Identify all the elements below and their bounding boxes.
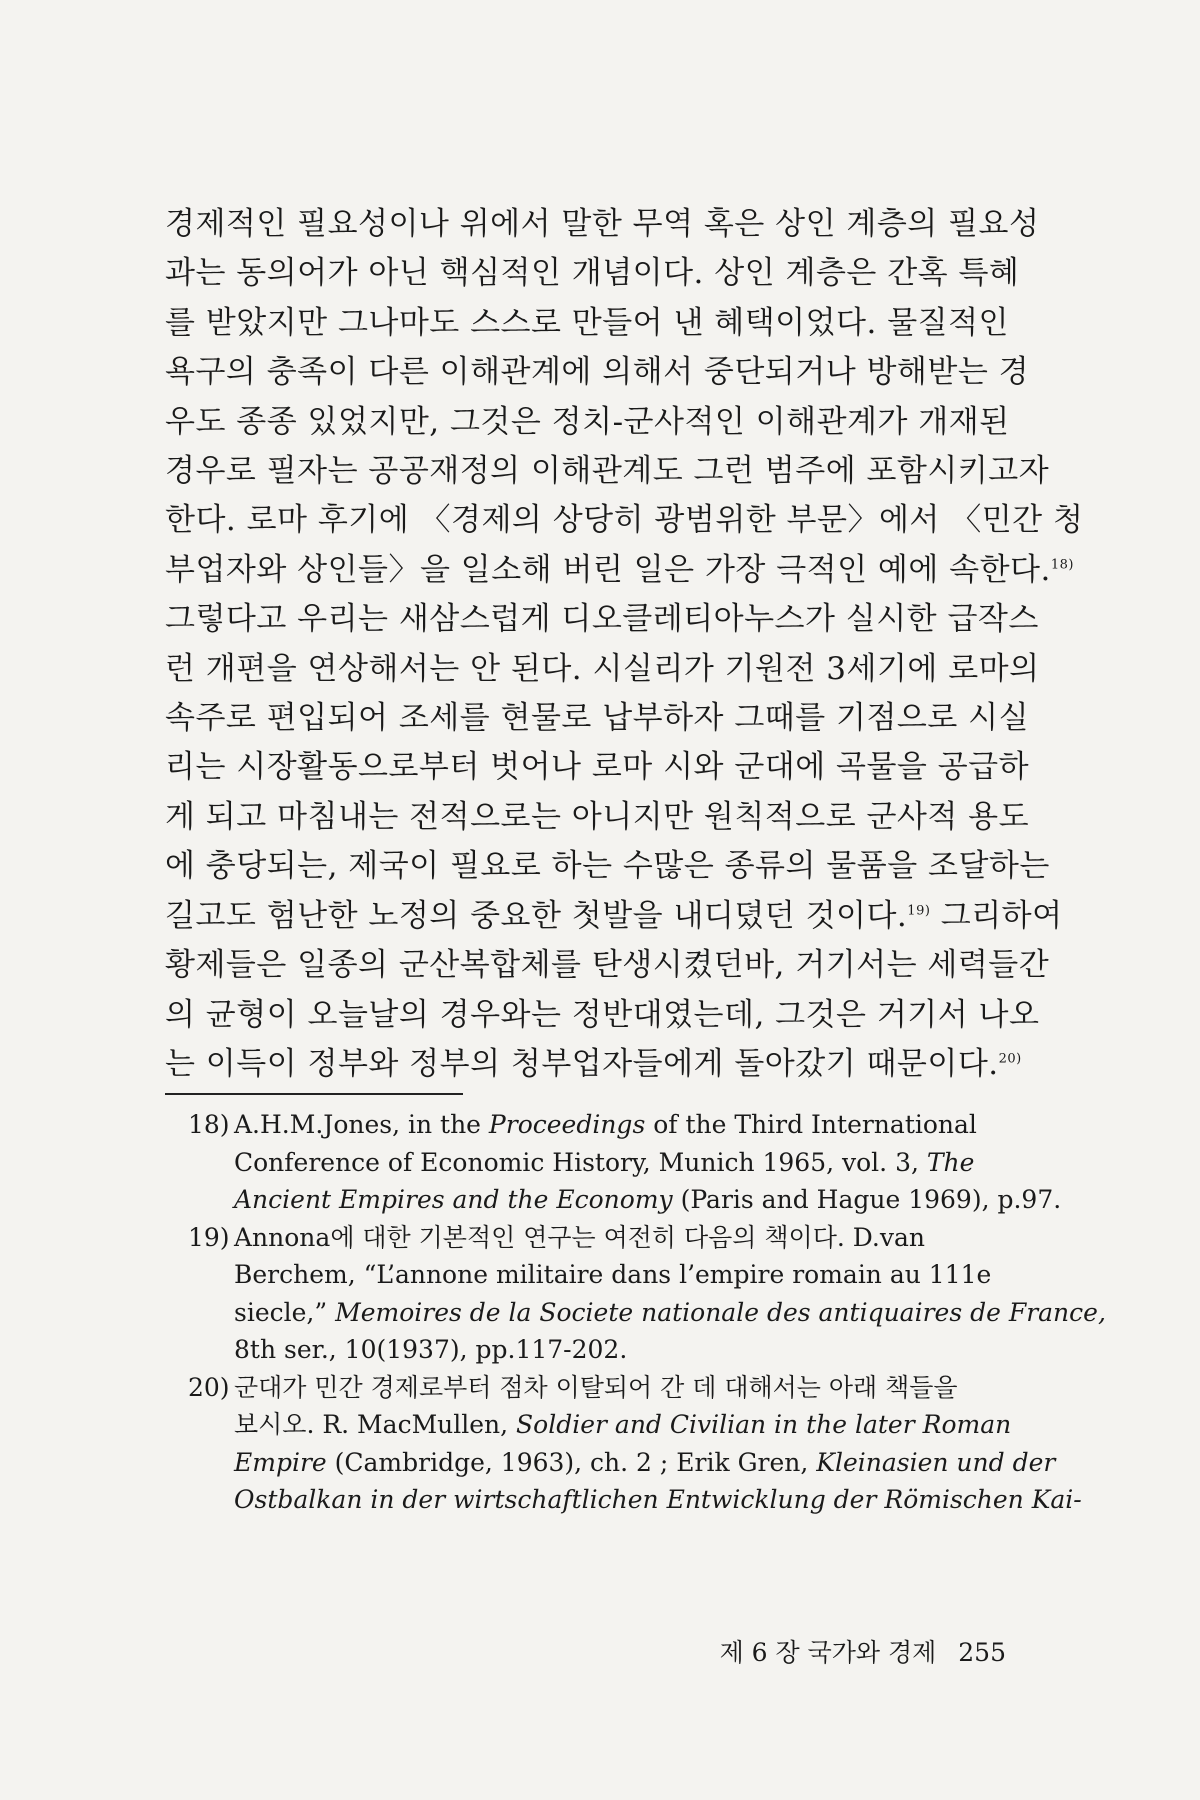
body-line-text: 길고도 험난한 노정의 중요한 첫발을 내디뎠던 것이다. (165, 897, 908, 934)
footnote-line (234, 1481, 1082, 1519)
footnote-text: of the Third International (645, 1110, 977, 1139)
footnote-19 (188, 1219, 1106, 1369)
body-line (165, 1040, 1022, 1089)
body-text (165, 200, 1084, 1089)
body-line-text: 는 이득이 정부와 정부의 청부업자들에게 돌아갔기 때문이다. (165, 1045, 999, 1082)
footnote-line (234, 1444, 1056, 1482)
body-line: 경제적인 필요성이나 위에서 말한 무역 혹은 상인 계층의 필요성 (165, 206, 1040, 242)
body-line: 우도 종종 있었지만, 그것은 정치-군사적인 이해관계가 개재된 (165, 403, 1010, 440)
footnote-20 (188, 1369, 1082, 1519)
body-line-text: 부업자와 상인들〉을 일소해 버린 일은 가장 극적인 예에 속한다. (165, 551, 1051, 588)
body-line: 경우로 필자는 공공재정의 이해관계도 그런 범주에 포함시키고자 (165, 453, 1050, 490)
body-line-text: 그리하여 (930, 897, 1063, 934)
footnote-ref-18[interactable]: 18) (1050, 557, 1074, 573)
body-line: 한다. 로마 후기에 〈경제의 상당히 광범위한 부문〉에서 〈민간 청 (165, 502, 1084, 539)
footnote-number: 19) (188, 1222, 230, 1252)
footnote-text: 보시오. R. MacMullen, (234, 1410, 517, 1439)
body-line: 게 되고 마침내는 전적으로는 아니지만 원칙적으로 군사적 용도 (165, 798, 1030, 835)
footnotes (188, 1106, 1106, 1519)
footnote-title: Soldier and Civilian in the later Roman (516, 1410, 1012, 1439)
chapter-title: 제 6 장 국가와 경제 (719, 1638, 937, 1667)
body-line (165, 892, 1063, 941)
footnote-line (234, 1144, 1010, 1182)
footnote-title: Memoires de la Societe nationale des antiquaires de France, (335, 1297, 1106, 1327)
footnote-line: Annona에 대한 기본적인 연구는 여전히 다음의 책이다. D.van (234, 1222, 925, 1252)
footnote-line (234, 1181, 1062, 1219)
footnote-ref-19[interactable]: 19) (907, 903, 931, 919)
footnote-line (234, 1406, 1010, 1444)
body-line: 그렇다고 우리는 새삼스럽게 디오클레티아누스가 실시한 급작스 (165, 601, 1039, 638)
footnote-number: 20) (188, 1372, 230, 1402)
footnote-text: (Cambridge, 1963), ch. 2 ; Erik Gren, (326, 1447, 817, 1477)
footnote-title: Ancient Empires and the Economy (234, 1185, 673, 1214)
footnote-title: The (926, 1147, 975, 1177)
footnote-line: Berchem, “L’annone militaire dans l’empire romain au 111e (234, 1260, 992, 1289)
body-line: 속주로 편입되어 조세를 현물로 납부하자 그때를 기점으로 시실 (165, 700, 1030, 737)
body-line: 를 받았지만 그나마도 스스로 만들어 낸 혜택이었다. 물질적인 (165, 304, 1009, 341)
page-number: 255 (958, 1638, 1006, 1667)
footnote-line: 8th ser., 10(1937), pp.117-202. (234, 1335, 628, 1364)
body-line (165, 546, 1074, 595)
footnote-line: 군대가 민간 경제로부터 점차 이탈되어 간 데 대해서는 아래 책들을 (234, 1372, 958, 1402)
footnote-text: Conference of Economic History, Munich 1965, vol. 3, (234, 1147, 927, 1177)
body-line: 런 개편을 연상해서는 안 된다. 시실리가 기원전 3세기에 로마의 (165, 650, 1040, 687)
footnote-title: Proceedings (488, 1110, 646, 1139)
footnote-title: Empire (234, 1447, 327, 1477)
body-line: 리는 시장활동으로부터 벗어나 로마 시와 군대에 곡물을 공급하 (165, 749, 1030, 786)
footnote-title: Kleinasien und der (816, 1447, 1056, 1477)
footnote-text: siecle,” (234, 1297, 336, 1327)
footnote-text: (Paris and Hague 1969), p.97. (672, 1185, 1062, 1214)
footnote-line (234, 1294, 1106, 1332)
footnote-divider (165, 1093, 463, 1095)
body-line: 과는 동의어가 아닌 핵심적인 개념이다. 상인 계층은 간혹 특혜 (165, 255, 1020, 292)
body-line: 의 균형이 오늘날의 경우와는 정반대였는데, 그것은 거기서 나오 (165, 996, 1040, 1033)
footnote-line (234, 1106, 1010, 1144)
body-line: 욕구의 충족이 다른 이해관계에 의해서 중단되거나 방해받는 경 (165, 354, 1030, 391)
body-line: 에 충당되는, 제국이 필요로 하는 수많은 종류의 물품을 조달하는 (165, 848, 1050, 885)
running-footer (686, 1633, 1006, 1669)
footnote-number: 18) (188, 1110, 230, 1139)
footnote-title: Ostbalkan in der wirtschaftlichen Entwicklung der Römischen Kai- (234, 1485, 1082, 1514)
body-line: 황제들은 일종의 군산복합체를 탄생시켰던바, 거기서는 세력들간 (165, 947, 1050, 984)
footnote-text: A.H.M.Jones, in the (234, 1110, 489, 1139)
footnote-18 (188, 1106, 1062, 1219)
footnote-ref-20[interactable]: 20) (998, 1051, 1022, 1067)
